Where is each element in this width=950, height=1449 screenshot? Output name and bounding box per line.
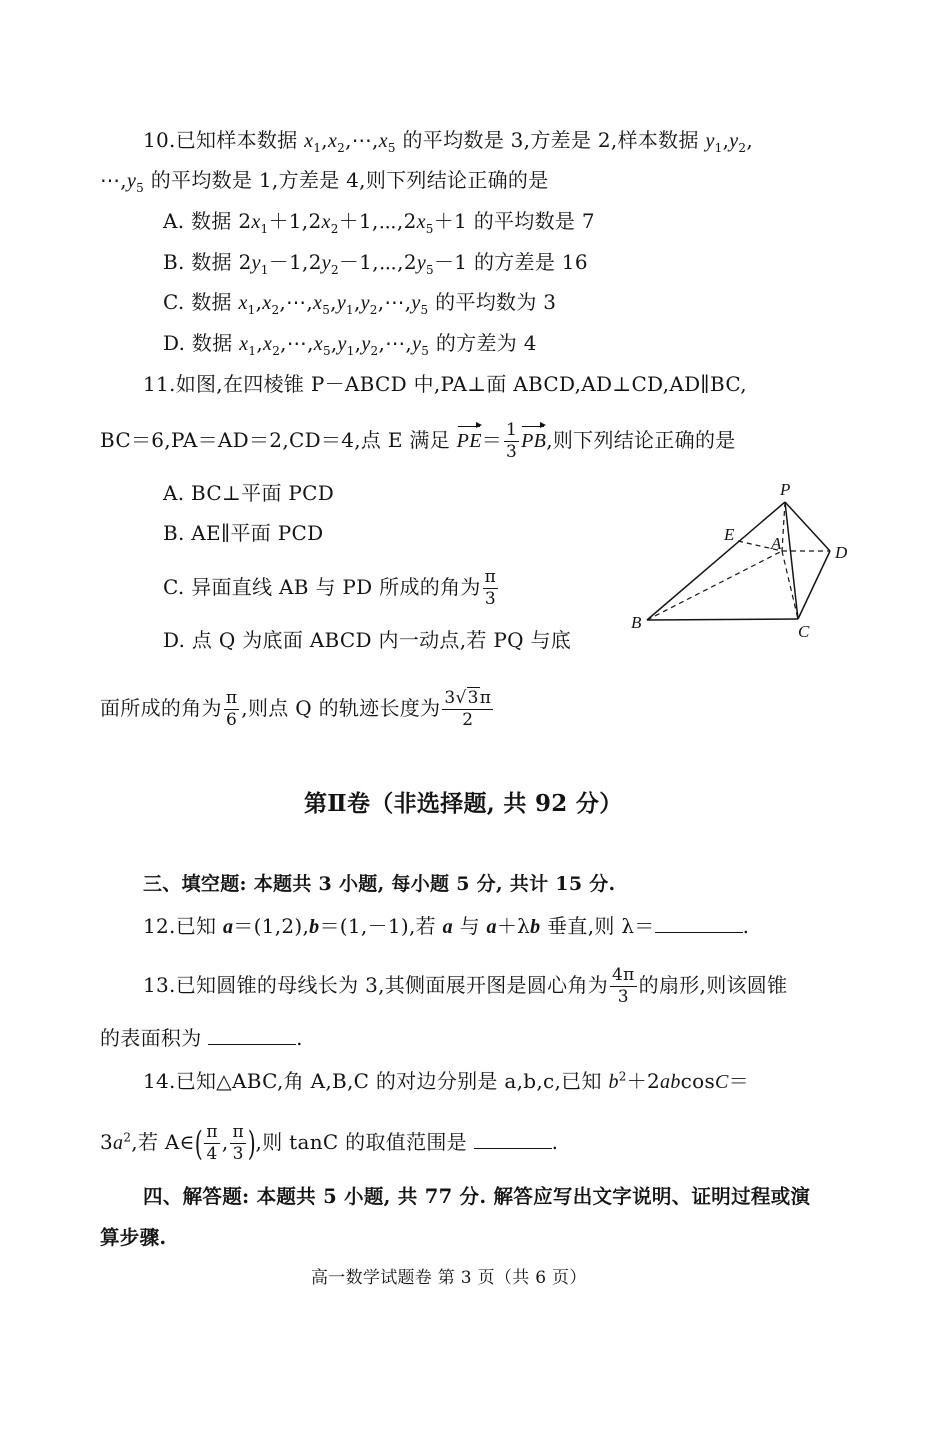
vector-pb: PB — [521, 427, 546, 455]
q13-text: 13.已知圆锥的母线长为 3,其侧面展开图是圆心角为 — [143, 973, 609, 997]
label-d: D — [835, 543, 848, 562]
label-b: B — [631, 613, 642, 632]
option-text: 的平均数是 7 — [467, 209, 595, 233]
q13-text-3: 的表面积为 — [100, 1026, 209, 1050]
fraction-4pi-over-3: $\frac{4\pi}{3}$ — [612, 965, 635, 1007]
q12-text-2: ,若 — [408, 914, 443, 938]
fraction-one-third: $\frac{1}{3}$ — [506, 420, 518, 462]
option-label: C. 数据 — [163, 290, 239, 314]
q14-period: . — [551, 1130, 559, 1154]
q13-line2 — [100, 1024, 303, 1052]
q11-line2: BC＝6,PA＝AD＝2,CD＝4,点 E 满足 PE＝ $\frac{1}{3}$ PB,则下列结论正确的是 — [100, 420, 736, 462]
fraction-pi-over-4: $\frac{\pi}{4}$ — [206, 1122, 218, 1164]
option-text-2: ,则点 Q 的轨迹长度为 — [241, 696, 441, 720]
q10-option-c: C. 数据 $x_1,x_2,\cdots,x_5,y_1,y_2,\cdots,y_5$ 的平均数为 3 — [163, 290, 557, 317]
q14-line2: $3a^2$,若 A∈( $\frac{\pi}{4}$ , $\frac{\pi}{3}$ ),则 tanC 的取值范围是 . — [100, 1122, 559, 1164]
q10-option-d: D. 数据 $x_1,x_2,\cdots,x_5,y_1,y_2,\cdots,y_5$ 的方差为 4 — [163, 331, 537, 358]
option-text: 的方差是 16 — [467, 250, 588, 274]
option-label: B. 数据 — [163, 250, 239, 274]
q14-text-3: ,则 tanC 的取值范围是 — [255, 1130, 474, 1154]
q11-option-c — [163, 569, 500, 608]
label-c: C — [798, 622, 810, 641]
q13-text-2: 的扇形,则该圆锥 — [638, 973, 788, 997]
q11-stem-text: BC＝6,PA＝AD＝2,CD＝4,点 E 满足 — [100, 428, 457, 452]
edge-ac — [782, 551, 798, 619]
q12-text: 12.已知 — [143, 914, 223, 938]
q10-stem-text: 10.已知样本数据 — [143, 128, 305, 152]
q11-option-d: D. 点 Q 为底面 ABCD 内一动点,若 PQ 与底 — [163, 628, 572, 652]
page-footer: 高一数学试题卷 第 3 页（共 6 页） — [311, 1268, 587, 1288]
edge-pc — [785, 502, 798, 619]
fraction-3sqrt3pi-over-2: $\frac{3√3\pi}{2}$ — [444, 688, 492, 730]
fraction-pi-over-3b: $\frac{\pi}{3}$ — [232, 1122, 244, 1164]
edge-pd — [785, 502, 830, 551]
option-text: 的方差为 4 — [429, 331, 537, 355]
q12-period: . — [742, 914, 750, 938]
edge-cd — [798, 551, 830, 619]
label-e: E — [724, 525, 735, 544]
q10-option-a: A. 数据 $2x_1+1,2x_2+1,\cdots,2x_5+1$ 的平均数是 7 — [163, 209, 595, 236]
answer-blank-q13[interactable] — [208, 1024, 296, 1045]
q10-stem-text-2: 的平均数是 3,方差是 2,样本数据 — [395, 128, 706, 152]
q13-period: . — [296, 1026, 303, 1050]
q12-text-3: 垂直,则 λ＝ — [540, 914, 655, 938]
option-text: C. 异面直线 AB 与 PD 所成的角为 — [163, 575, 481, 599]
q14-text-2: ,若 A∈ — [131, 1130, 195, 1154]
q13-line1 — [143, 967, 787, 1006]
answer-blank-q12[interactable] — [655, 912, 743, 933]
q14-line1: 14.已知△ABC,角 A,B,C 的对边分别是 a,b,c,已知 $b^2+2abcosC=$ — [143, 1069, 749, 1093]
vector-pe: PE — [457, 427, 482, 455]
q11-option-b: B. AE∥平面 PCD — [163, 521, 324, 545]
option-label: A. 数据 — [163, 209, 239, 233]
q10-line1: 10.已知样本数据 $x_1,x_2,\cdots,x_5$ 的平均数是 3,方差是 2,样本数据 $y_1,y_2$, — [143, 128, 754, 155]
option-label: D. 数据 — [163, 331, 240, 355]
q11-option-a: A. BC⊥平面 PCD — [163, 481, 335, 505]
option-text: 面所成的角为 — [100, 696, 222, 720]
section-iv-header-cont: 算步骤. — [100, 1226, 167, 1249]
section-iv-header: 四、解答题: 本题共 5 小题, 共 77 分. 解答应写出文字说明、证明过程或演 — [143, 1185, 811, 1208]
q10-line2: $\cdots,y_5$ 的平均数是 1,方差是 4,则下列结论正确的是 — [100, 168, 549, 195]
option-text: 的平均数为 3 — [428, 290, 557, 314]
edge-pb — [647, 502, 785, 620]
math: x — [304, 130, 314, 152]
q12-line: 12.已知 a＝(1,2),b＝(1,－1),若 a 与 a＋λb 垂直,则 λ＝ . — [143, 914, 750, 938]
q11-option-d-cont — [100, 690, 495, 729]
label-a: A — [771, 534, 782, 553]
answer-blank-q14[interactable] — [474, 1128, 552, 1149]
section-ii-title: 第Ⅱ卷（非选择题, 共 92 分） — [304, 790, 623, 817]
q11-stem-text-2: ,则下列结论正确的是 — [546, 428, 736, 452]
edge-pa — [782, 502, 785, 551]
q10-option-b: B. 数据 $2y_1-1,2y_2-1,\cdots,2y_5-1$ 的方差是 16 — [163, 250, 588, 277]
q11-line1: 11.如图,在四棱锥 P－ABCD 中,PA⊥面 ABCD,AD⊥CD,AD∥BC, — [143, 372, 747, 396]
label-p: P — [780, 480, 791, 499]
fraction-pi-over-3: $\frac{\pi}{3}$ — [484, 567, 497, 609]
fraction-pi-over-6: $\frac{\pi}{6}$ — [225, 688, 238, 730]
pyramid-figure — [625, 475, 865, 645]
edge-bc — [647, 619, 798, 620]
q14-text: 14.已知△ABC,角 A,B,C 的对边分别是 a,b,c,已知 — [143, 1069, 609, 1093]
section-iii-header: 三、填空题: 本题共 3 小题, 每小题 5 分, 共计 15 分. — [143, 873, 616, 895]
q10-stem-text-3: 的平均数是 1,方差是 4,则下列结论正确的是 — [144, 168, 549, 192]
